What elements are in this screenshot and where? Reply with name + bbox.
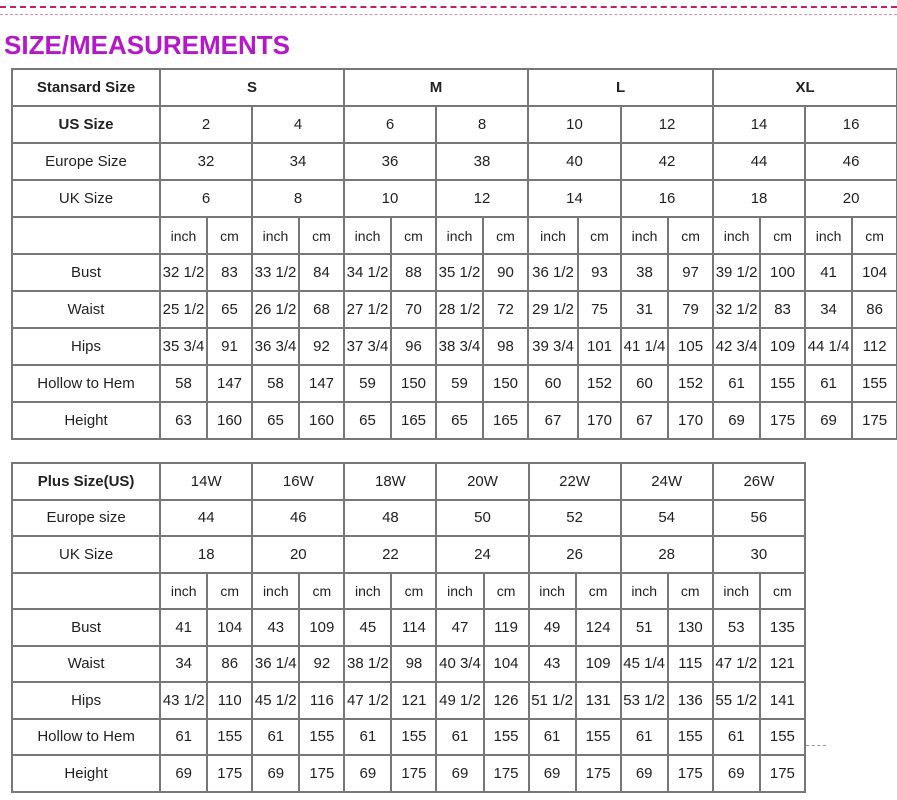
unit-inch-cell: inch bbox=[252, 217, 299, 254]
units-blank-cell bbox=[12, 573, 160, 610]
measure-value-cell: 61 bbox=[344, 719, 391, 756]
measure-value-cell: 69 bbox=[621, 755, 668, 792]
measure-value-cell: 155 bbox=[760, 365, 805, 402]
measure-value-cell: 84 bbox=[299, 254, 344, 291]
table-row-measure bbox=[12, 646, 805, 683]
measure-value-cell: 135 bbox=[760, 609, 805, 646]
unit-inch-cell: inch bbox=[160, 573, 207, 610]
measure-value-cell: 115 bbox=[668, 646, 713, 683]
unit-cm-cell: cm bbox=[299, 573, 344, 610]
measure-value-cell: 126 bbox=[484, 682, 529, 719]
measure-value-cell: 121 bbox=[760, 646, 805, 683]
us-size-cell: 6 bbox=[344, 106, 436, 143]
table-row-header bbox=[12, 463, 805, 500]
measure-value-cell: 51 bbox=[621, 609, 668, 646]
us-size-cell: 8 bbox=[436, 106, 528, 143]
unit-cm-cell: cm bbox=[207, 217, 252, 254]
measure-value-cell: 61 bbox=[713, 719, 760, 756]
measure-value-cell: 141 bbox=[760, 682, 805, 719]
measure-value-cell: 116 bbox=[299, 682, 344, 719]
table-row-units bbox=[12, 573, 805, 610]
measure-value-cell: 60 bbox=[528, 365, 578, 402]
unit-inch-cell: inch bbox=[528, 217, 578, 254]
europe-size-cell: 48 bbox=[344, 500, 436, 537]
table-row-measure bbox=[12, 402, 897, 439]
measure-value-cell: 147 bbox=[207, 365, 252, 402]
measure-value-cell: 27 1/2 bbox=[344, 291, 391, 328]
unit-cm-cell: cm bbox=[391, 573, 436, 610]
measure-value-cell: 105 bbox=[668, 328, 713, 365]
measure-value-cell: 61 bbox=[529, 719, 576, 756]
measure-value-cell: 40 3/4 bbox=[436, 646, 483, 683]
measure-value-cell: 175 bbox=[760, 755, 805, 792]
measure-value-cell: 41 bbox=[805, 254, 852, 291]
measure-value-cell: 61 bbox=[621, 719, 668, 756]
measure-value-cell: 109 bbox=[576, 646, 621, 683]
unit-cm-cell: cm bbox=[299, 217, 344, 254]
measure-value-cell: 170 bbox=[668, 402, 713, 439]
measure-value-cell: 72 bbox=[483, 291, 528, 328]
measure-value-cell: 131 bbox=[576, 682, 621, 719]
measure-label: Hips bbox=[12, 682, 160, 719]
measure-value-cell: 34 bbox=[160, 646, 207, 683]
table-row-units bbox=[12, 217, 897, 254]
us-size-cell: 2 bbox=[160, 106, 252, 143]
measure-value-cell: 47 1/2 bbox=[713, 646, 760, 683]
measure-label: Bust bbox=[12, 254, 160, 291]
table-row-measure bbox=[12, 609, 805, 646]
measure-value-cell: 51 1/2 bbox=[529, 682, 576, 719]
unit-inch-cell: inch bbox=[436, 217, 483, 254]
measure-value-cell: 86 bbox=[852, 291, 897, 328]
measure-label: Height bbox=[12, 755, 160, 792]
plus-us-size-cell: 22W bbox=[529, 463, 621, 500]
measure-value-cell: 45 bbox=[344, 609, 391, 646]
measure-label: Hollow to Hem bbox=[12, 365, 160, 402]
measure-value-cell: 136 bbox=[668, 682, 713, 719]
measure-value-cell: 83 bbox=[760, 291, 805, 328]
measure-value-cell: 124 bbox=[576, 609, 621, 646]
measure-value-cell: 79 bbox=[668, 291, 713, 328]
uk-size-cell: 24 bbox=[436, 536, 528, 573]
us-size-label: US Size bbox=[12, 106, 160, 143]
uk-size-label: UK Size bbox=[12, 180, 160, 217]
europe-size-cell: 46 bbox=[805, 143, 897, 180]
uk-size-cell: 8 bbox=[252, 180, 344, 217]
measure-value-cell: 91 bbox=[207, 328, 252, 365]
measure-label: Waist bbox=[12, 291, 160, 328]
size-group-header: L bbox=[528, 69, 713, 106]
unit-cm-cell: cm bbox=[760, 217, 805, 254]
measure-value-cell: 96 bbox=[391, 328, 436, 365]
measure-label: Hips bbox=[12, 328, 160, 365]
measure-value-cell: 69 bbox=[713, 755, 760, 792]
size-group-header: S bbox=[160, 69, 344, 106]
measure-value-cell: 101 bbox=[578, 328, 621, 365]
europe-size-cell: 40 bbox=[528, 143, 621, 180]
europe-size-cell: 52 bbox=[529, 500, 621, 537]
unit-inch-cell: inch bbox=[713, 573, 760, 610]
measure-value-cell: 160 bbox=[299, 402, 344, 439]
plus-us-size-cell: 24W bbox=[621, 463, 713, 500]
measure-value-cell: 69 bbox=[252, 755, 299, 792]
measure-value-cell: 90 bbox=[483, 254, 528, 291]
measure-value-cell: 65 bbox=[344, 402, 391, 439]
measure-value-cell: 41 bbox=[160, 609, 207, 646]
uk-size-label: UK Size bbox=[12, 536, 160, 573]
unit-cm-cell: cm bbox=[207, 573, 252, 610]
uk-size-cell: 18 bbox=[713, 180, 805, 217]
measure-value-cell: 152 bbox=[668, 365, 713, 402]
measure-value-cell: 155 bbox=[852, 365, 897, 402]
table-row-measure bbox=[12, 755, 805, 792]
measure-value-cell: 175 bbox=[760, 402, 805, 439]
measure-value-cell: 53 1/2 bbox=[621, 682, 668, 719]
unit-inch-cell: inch bbox=[252, 573, 299, 610]
measure-value-cell: 175 bbox=[484, 755, 529, 792]
measure-value-cell: 65 bbox=[207, 291, 252, 328]
measure-label: Bust bbox=[12, 609, 160, 646]
measure-value-cell: 28 1/2 bbox=[436, 291, 483, 328]
table-row-measure bbox=[12, 719, 805, 756]
measure-value-cell: 155 bbox=[299, 719, 344, 756]
measure-value-cell: 47 1/2 bbox=[344, 682, 391, 719]
unit-inch-cell: inch bbox=[805, 217, 852, 254]
measure-value-cell: 165 bbox=[391, 402, 436, 439]
units-blank-cell bbox=[12, 217, 160, 254]
measure-value-cell: 86 bbox=[207, 646, 252, 683]
table-row-measure bbox=[12, 328, 897, 365]
measure-value-cell: 65 bbox=[252, 402, 299, 439]
measure-value-cell: 68 bbox=[299, 291, 344, 328]
measure-value-cell: 92 bbox=[299, 646, 344, 683]
measure-value-cell: 41 1/4 bbox=[621, 328, 668, 365]
measure-value-cell: 61 bbox=[160, 719, 207, 756]
unit-inch-cell: inch bbox=[160, 217, 207, 254]
measure-value-cell: 88 bbox=[391, 254, 436, 291]
measure-value-cell: 109 bbox=[760, 328, 805, 365]
measure-value-cell: 59 bbox=[436, 365, 483, 402]
measure-value-cell: 43 bbox=[252, 609, 299, 646]
page-title: SIZE/MEASUREMENTS bbox=[4, 30, 291, 60]
measure-value-cell: 147 bbox=[299, 365, 344, 402]
measure-value-cell: 58 bbox=[160, 365, 207, 402]
measure-value-cell: 70 bbox=[391, 291, 436, 328]
top-dashed-border bbox=[0, 6, 897, 12]
unit-inch-cell: inch bbox=[713, 217, 760, 254]
measure-value-cell: 155 bbox=[668, 719, 713, 756]
plus-us-size-cell: 26W bbox=[713, 463, 805, 500]
measure-value-cell: 155 bbox=[484, 719, 529, 756]
plus-table-body bbox=[12, 463, 805, 792]
uk-size-cell: 10 bbox=[344, 180, 436, 217]
unit-cm-cell: cm bbox=[483, 217, 528, 254]
uk-size-cell: 30 bbox=[713, 536, 805, 573]
table-row-measure bbox=[12, 254, 897, 291]
measure-value-cell: 32 1/2 bbox=[160, 254, 207, 291]
measure-value-cell: 98 bbox=[483, 328, 528, 365]
table-row-uk bbox=[12, 180, 897, 217]
size-group-header: XL bbox=[713, 69, 897, 106]
size-group-header: M bbox=[344, 69, 528, 106]
measure-value-cell: 92 bbox=[299, 328, 344, 365]
measure-value-cell: 61 bbox=[436, 719, 483, 756]
table-row-uk bbox=[12, 536, 805, 573]
europe-size-cell: 44 bbox=[160, 500, 252, 537]
measure-label: Hollow to Hem bbox=[12, 719, 160, 756]
europe-size-cell: 42 bbox=[621, 143, 713, 180]
measure-value-cell: 69 bbox=[160, 755, 207, 792]
measure-value-cell: 109 bbox=[299, 609, 344, 646]
measure-value-cell: 100 bbox=[760, 254, 805, 291]
measure-value-cell: 43 1/2 bbox=[160, 682, 207, 719]
measure-label: Waist bbox=[12, 646, 160, 683]
measure-value-cell: 36 1/2 bbox=[528, 254, 578, 291]
unit-cm-cell: cm bbox=[668, 217, 713, 254]
measure-value-cell: 67 bbox=[528, 402, 578, 439]
measure-value-cell: 69 bbox=[713, 402, 760, 439]
europe-size-label: Europe Size bbox=[12, 143, 160, 180]
measure-value-cell: 175 bbox=[391, 755, 436, 792]
measure-value-cell: 155 bbox=[391, 719, 436, 756]
measure-value-cell: 38 bbox=[621, 254, 668, 291]
europe-size-cell: 44 bbox=[713, 143, 805, 180]
unit-inch-cell: inch bbox=[529, 573, 576, 610]
unit-inch-cell: inch bbox=[621, 217, 668, 254]
plus-us-size-cell: 20W bbox=[436, 463, 528, 500]
unit-inch-cell: inch bbox=[344, 217, 391, 254]
measure-value-cell: 155 bbox=[576, 719, 621, 756]
measure-value-cell: 150 bbox=[483, 365, 528, 402]
uk-size-cell: 12 bbox=[436, 180, 528, 217]
measure-value-cell: 49 bbox=[529, 609, 576, 646]
measure-value-cell: 34 1/2 bbox=[344, 254, 391, 291]
uk-size-cell: 18 bbox=[160, 536, 252, 573]
measure-value-cell: 39 1/2 bbox=[713, 254, 760, 291]
measure-value-cell: 150 bbox=[391, 365, 436, 402]
us-size-cell: 14 bbox=[713, 106, 805, 143]
measure-value-cell: 69 bbox=[529, 755, 576, 792]
unit-inch-cell: inch bbox=[436, 573, 483, 610]
measure-value-cell: 60 bbox=[621, 365, 668, 402]
uk-size-cell: 28 bbox=[621, 536, 713, 573]
measure-value-cell: 170 bbox=[578, 402, 621, 439]
uk-size-cell: 16 bbox=[621, 180, 713, 217]
measure-value-cell: 97 bbox=[668, 254, 713, 291]
unit-cm-cell: cm bbox=[578, 217, 621, 254]
europe-size-cell: 54 bbox=[621, 500, 713, 537]
measure-value-cell: 175 bbox=[207, 755, 252, 792]
measure-value-cell: 119 bbox=[484, 609, 529, 646]
measure-value-cell: 104 bbox=[852, 254, 897, 291]
measure-value-cell: 114 bbox=[391, 609, 436, 646]
measure-value-cell: 110 bbox=[207, 682, 252, 719]
measure-value-cell: 165 bbox=[483, 402, 528, 439]
measure-value-cell: 121 bbox=[391, 682, 436, 719]
measure-value-cell: 61 bbox=[805, 365, 852, 402]
europe-size-cell: 34 bbox=[252, 143, 344, 180]
europe-size-label: Europe size bbox=[12, 500, 160, 537]
unit-cm-cell: cm bbox=[391, 217, 436, 254]
measure-value-cell: 61 bbox=[713, 365, 760, 402]
measure-value-cell: 26 1/2 bbox=[252, 291, 299, 328]
measure-value-cell: 35 1/2 bbox=[436, 254, 483, 291]
us-size-cell: 10 bbox=[528, 106, 621, 143]
us-size-cell: 12 bbox=[621, 106, 713, 143]
measure-value-cell: 47 bbox=[436, 609, 483, 646]
measure-value-cell: 83 bbox=[207, 254, 252, 291]
europe-size-cell: 56 bbox=[713, 500, 805, 537]
plus-us-size-cell: 16W bbox=[252, 463, 344, 500]
plus-size-table bbox=[11, 462, 806, 793]
measure-value-cell: 34 bbox=[805, 291, 852, 328]
measure-value-cell: 175 bbox=[299, 755, 344, 792]
measure-value-cell: 53 bbox=[713, 609, 760, 646]
decorative-dash bbox=[806, 745, 826, 746]
unit-cm-cell: cm bbox=[484, 573, 529, 610]
europe-size-cell: 46 bbox=[252, 500, 344, 537]
plus-us-size-cell: 14W bbox=[160, 463, 252, 500]
measure-value-cell: 69 bbox=[436, 755, 483, 792]
measure-value-cell: 43 bbox=[529, 646, 576, 683]
measure-value-cell: 29 1/2 bbox=[528, 291, 578, 328]
unit-cm-cell: cm bbox=[760, 573, 805, 610]
measure-value-cell: 175 bbox=[852, 402, 897, 439]
measure-value-cell: 104 bbox=[207, 609, 252, 646]
europe-size-cell: 38 bbox=[436, 143, 528, 180]
measure-value-cell: 75 bbox=[578, 291, 621, 328]
measure-value-cell: 58 bbox=[252, 365, 299, 402]
measure-value-cell: 152 bbox=[578, 365, 621, 402]
measure-value-cell: 61 bbox=[252, 719, 299, 756]
standard-table-body bbox=[12, 69, 897, 439]
plus-us-size-cell: 18W bbox=[344, 463, 436, 500]
measure-value-cell: 39 3/4 bbox=[528, 328, 578, 365]
table-row-measure bbox=[12, 365, 897, 402]
measure-value-cell: 112 bbox=[852, 328, 897, 365]
unit-inch-cell: inch bbox=[344, 573, 391, 610]
measure-value-cell: 175 bbox=[576, 755, 621, 792]
measure-value-cell: 38 3/4 bbox=[436, 328, 483, 365]
europe-size-cell: 50 bbox=[436, 500, 528, 537]
measure-value-cell: 36 3/4 bbox=[252, 328, 299, 365]
measure-value-cell: 45 1/4 bbox=[621, 646, 668, 683]
measure-value-cell: 69 bbox=[344, 755, 391, 792]
measure-value-cell: 37 3/4 bbox=[344, 328, 391, 365]
measure-value-cell: 98 bbox=[391, 646, 436, 683]
measure-value-cell: 65 bbox=[436, 402, 483, 439]
europe-size-cell: 36 bbox=[344, 143, 436, 180]
uk-size-cell: 14 bbox=[528, 180, 621, 217]
measure-value-cell: 44 1/4 bbox=[805, 328, 852, 365]
measure-value-cell: 33 1/2 bbox=[252, 254, 299, 291]
plus-size-label: Plus Size(US) bbox=[12, 463, 160, 500]
top-dashed-border-inner bbox=[0, 14, 897, 16]
table-row-measure bbox=[12, 682, 805, 719]
measure-value-cell: 42 3/4 bbox=[713, 328, 760, 365]
measure-value-cell: 31 bbox=[621, 291, 668, 328]
measure-value-cell: 130 bbox=[668, 609, 713, 646]
measure-value-cell: 32 1/2 bbox=[713, 291, 760, 328]
standard-size-label: Stansard Size bbox=[12, 69, 160, 106]
measure-value-cell: 59 bbox=[344, 365, 391, 402]
measure-value-cell: 45 1/2 bbox=[252, 682, 299, 719]
measure-label: Height bbox=[12, 402, 160, 439]
uk-size-cell: 20 bbox=[805, 180, 897, 217]
measure-value-cell: 63 bbox=[160, 402, 207, 439]
measure-value-cell: 69 bbox=[805, 402, 852, 439]
measure-value-cell: 67 bbox=[621, 402, 668, 439]
measure-value-cell: 155 bbox=[760, 719, 805, 756]
measure-value-cell: 160 bbox=[207, 402, 252, 439]
table-row-us bbox=[12, 106, 897, 143]
europe-size-cell: 32 bbox=[160, 143, 252, 180]
measure-value-cell: 93 bbox=[578, 254, 621, 291]
uk-size-cell: 20 bbox=[252, 536, 344, 573]
uk-size-cell: 22 bbox=[344, 536, 436, 573]
table-row-header bbox=[12, 69, 897, 106]
uk-size-cell: 26 bbox=[529, 536, 621, 573]
measure-value-cell: 155 bbox=[207, 719, 252, 756]
standard-size-table bbox=[11, 68, 897, 440]
uk-size-cell: 6 bbox=[160, 180, 252, 217]
measure-value-cell: 49 1/2 bbox=[436, 682, 483, 719]
measure-value-cell: 104 bbox=[484, 646, 529, 683]
measure-value-cell: 38 1/2 bbox=[344, 646, 391, 683]
unit-cm-cell: cm bbox=[576, 573, 621, 610]
measure-value-cell: 175 bbox=[668, 755, 713, 792]
us-size-cell: 16 bbox=[805, 106, 897, 143]
table-row-measure bbox=[12, 291, 897, 328]
unit-cm-cell: cm bbox=[852, 217, 897, 254]
us-size-cell: 4 bbox=[252, 106, 344, 143]
measure-value-cell: 25 1/2 bbox=[160, 291, 207, 328]
table-row-europe bbox=[12, 500, 805, 537]
unit-cm-cell: cm bbox=[668, 573, 713, 610]
measure-value-cell: 36 1/4 bbox=[252, 646, 299, 683]
measure-value-cell: 55 1/2 bbox=[713, 682, 760, 719]
measure-value-cell: 35 3/4 bbox=[160, 328, 207, 365]
unit-inch-cell: inch bbox=[621, 573, 668, 610]
table-row-europe bbox=[12, 143, 897, 180]
